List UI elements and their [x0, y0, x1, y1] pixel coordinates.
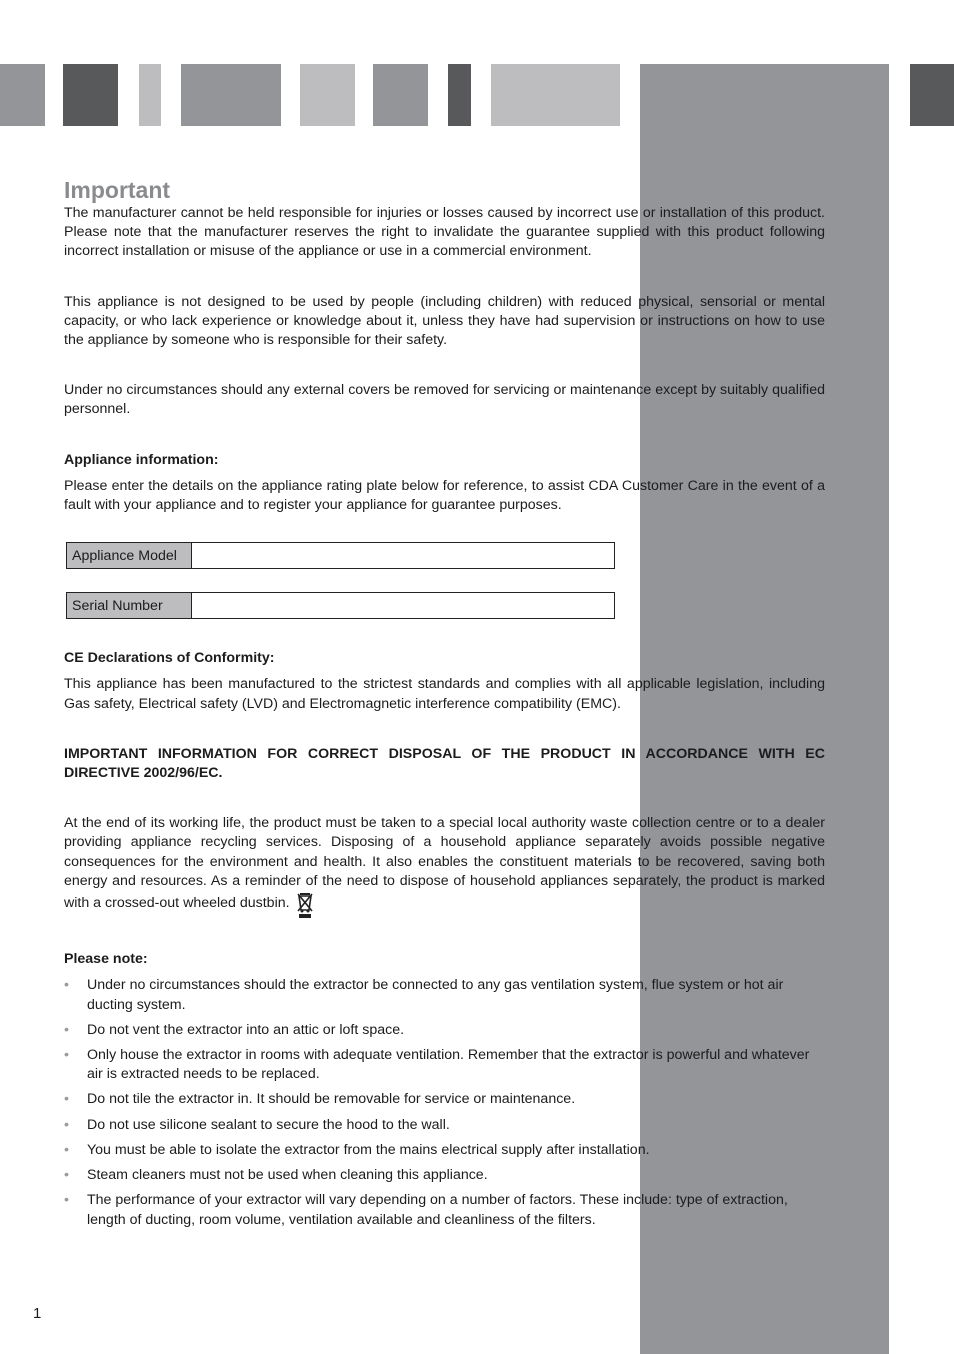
appliance-info-heading: Appliance information:	[64, 451, 219, 468]
header-bar-1	[0, 64, 45, 126]
paragraph-liability: The manufacturer cannot be held responsible for injuries or losses caused by incorrect use or installation of this product. Please note that the manufacturer reserves the right to invalidate the guarantee supplied with this product following incorrect installation or misuse of the appliance or use in a commercial environment.	[64, 205, 825, 260]
header-bar-8	[491, 64, 620, 126]
serial-number-row	[66, 592, 615, 619]
header-bar-4	[181, 64, 281, 126]
list-item: • Do not use silicone sealant to secure the hood to the wall.	[64, 1116, 825, 1135]
please-note-heading: Please note:	[64, 951, 148, 968]
header-bar-2	[63, 64, 118, 126]
bullet-icon: •	[64, 1141, 69, 1158]
appliance-info-text: Please enter the details on the appliance rating plate below for reference, to assist CDA Customer Care in the event of a fault with your appliance and to register your appliance for guarantee purposes.	[64, 477, 825, 514]
header-bar-5	[300, 64, 355, 126]
disposal-text: At the end of its working life, the product must be taken to a special local authority waste collection centre or to a dealer providing appliance recycling services. Disposing of a household appliance separately avoids possible negative consequences for the environment and health. It also enables the constituent materials to be recovered, saving both energy and resources. As a reminder of the need to dispose of household appliances separately, the product is marked with a crossed-out wheeled dustbin.	[64, 815, 825, 912]
list-item: • Do not tile the extractor in. It should be removable for service or maintenance.	[64, 1090, 825, 1109]
crossed-out-bin-icon	[296, 891, 314, 925]
bullet-icon: •	[64, 1116, 69, 1133]
disposal-heading: IMPORTANT INFORMATION FOR CORRECT DISPOSAL OF THE PRODUCT IN ACCORDANCE WITH EC DIRECTIVE 2002/96/EC.	[64, 745, 825, 782]
header-bar-6	[373, 64, 428, 126]
bullet-icon: •	[64, 1021, 69, 1038]
appliance-model-row	[66, 542, 615, 569]
ce-text: This appliance has been manufactured to the strictest standards and complies with all applicable legislation, including Gas safety, Electrical safety (LVD) and Electromagnetic interference compatibility (EMC).	[64, 676, 825, 712]
page-title: Important	[64, 177, 171, 203]
bullet-icon: •	[64, 1167, 69, 1184]
appliance-model-field[interactable]	[192, 543, 614, 568]
list-item: • Steam cleaners must not be used when cleaning this appliance.	[64, 1166, 825, 1185]
bullet-icon: •	[64, 1192, 69, 1209]
header-bar-3	[139, 64, 161, 126]
list-item: • Only house the extractor in rooms with adequate ventilation. Remember that the extractor is powerful and whatever air is extracted needs to be replaced.	[64, 1047, 810, 1083]
paragraph-capacity: This appliance is not designed to be used by people (including children) with reduced physical, sensorial or mental capacity, or who lack experience or knowledge about it, unless they have had supervision or instructions on how to use the appliance by someone who is responsible for their safety.	[64, 293, 825, 349]
serial-number-field[interactable]	[192, 593, 614, 618]
page-content	[64, 176, 825, 1236]
list-item: • You must be able to isolate the extractor from the mains electrical supply after installation.	[64, 1141, 825, 1160]
disposal-paragraph	[64, 814, 825, 925]
ce-heading: CE Declarations of Conformity:	[64, 650, 275, 667]
page-number: 1	[33, 1305, 42, 1322]
appliance-model-label: Appliance Model	[67, 543, 192, 568]
header-bar-9	[910, 64, 954, 126]
serial-number-label: Serial Number	[67, 593, 192, 618]
list-item: • The performance of your extractor will vary depending on a number of factors. These include: type of extraction, length of ducting, room volume, ventilation available and cleanliness of the filters.	[64, 1192, 788, 1228]
bullet-icon: •	[64, 1047, 69, 1064]
list-item: • Do not vent the extractor into an attic or loft space.	[64, 1021, 825, 1040]
paragraph-covers: Under no circumstances should any external covers be removed for servicing or maintenance except by suitably qualified personnel.	[64, 382, 825, 418]
bullet-icon: •	[64, 977, 69, 994]
please-note-list	[64, 976, 825, 1229]
list-item: • Under no circumstances should the extractor be connected to any gas ventilation system, flue system or hot air ducting system.	[64, 977, 784, 1013]
bullet-icon: •	[64, 1091, 69, 1108]
header-bar-7	[448, 64, 471, 126]
